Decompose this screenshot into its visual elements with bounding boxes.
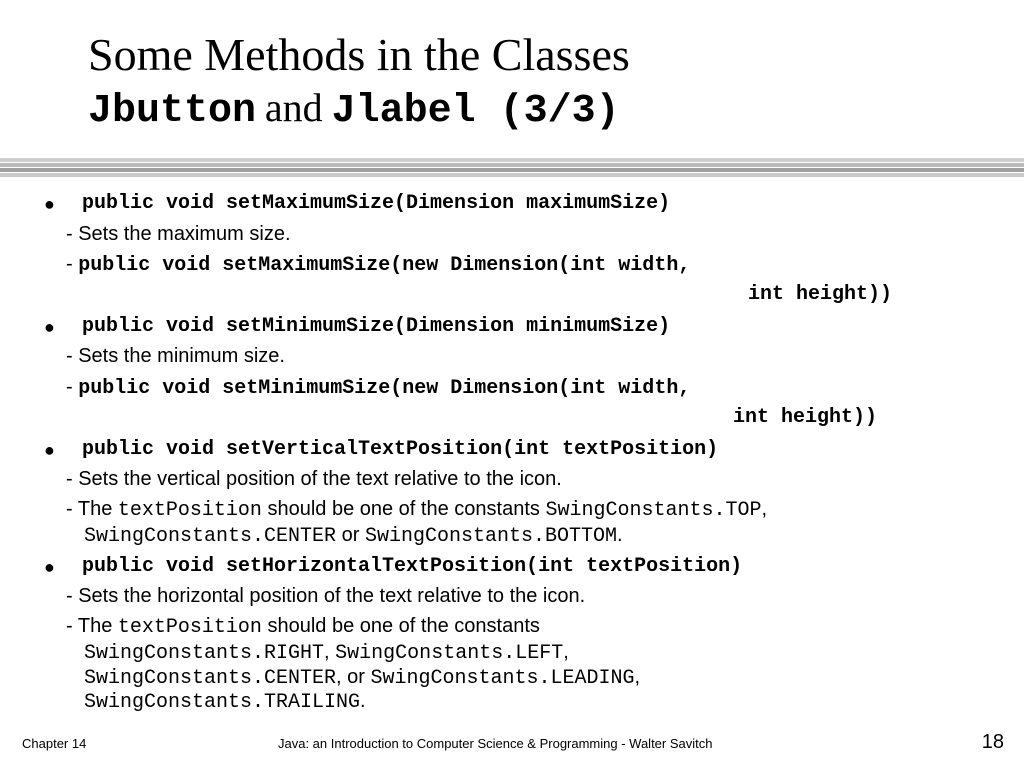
title-class-jbutton: Jbutton	[88, 89, 257, 134]
bullet-icon: ●	[44, 194, 55, 214]
method-description: - Sets the horizontal position of the text relative to the icon.	[66, 585, 586, 607]
method-signature: public void setVerticalTextPosition(int textPosition)	[82, 438, 719, 461]
method-example-continuation: int height))	[748, 283, 893, 306]
title-conjunction: and	[264, 85, 323, 130]
method-signature: public void setMaximumSize(Dimension maximumSize)	[82, 192, 671, 215]
footer-book-credit: Java: an Introduction to Computer Science & Programming - Walter Savitch	[278, 736, 713, 751]
method-signature: public void setMinimumSize(Dimension minimumSize)	[82, 315, 671, 338]
method-example: - public void setMinimumSize(new Dimension(int width,	[66, 376, 691, 400]
title-line-1: Some Methods in the Classes	[88, 29, 630, 80]
method-note-continuation: SwingConstants.CENTER, or SwingConstants.LEADING,	[84, 666, 641, 690]
method-note-continuation: SwingConstants.CENTER or SwingConstants.BOTTOM.	[84, 524, 623, 548]
method-description: - Sets the minimum size.	[66, 345, 285, 367]
method-signature: public void setHorizontalTextPosition(int textPosition)	[82, 555, 743, 578]
method-description: - Sets the vertical position of the text relative to the icon.	[66, 468, 562, 490]
method-note: - The textPosition should be one of the constants SwingConstants.TOP,	[66, 498, 768, 522]
method-note-continuation: SwingConstants.TRAILING.	[84, 690, 366, 714]
method-note: - The textPosition should be one of the constants	[66, 615, 540, 639]
footer-chapter: Chapter 14	[22, 736, 87, 751]
bullet-icon: ●	[44, 317, 55, 337]
method-note-continuation: SwingConstants.RIGHT, SwingConstants.LEFT,	[84, 641, 569, 665]
bullet-icon: ●	[44, 557, 55, 577]
bullet-icon: ●	[44, 440, 55, 460]
title-class-jlabel: Jlabel (3/3)	[331, 89, 620, 134]
method-example: - public void setMaximumSize(new Dimension(int width,	[66, 253, 691, 277]
method-description: - Sets the maximum size.	[66, 223, 291, 245]
method-example-continuation: int height))	[733, 406, 878, 429]
page-number: 18	[981, 731, 1004, 753]
